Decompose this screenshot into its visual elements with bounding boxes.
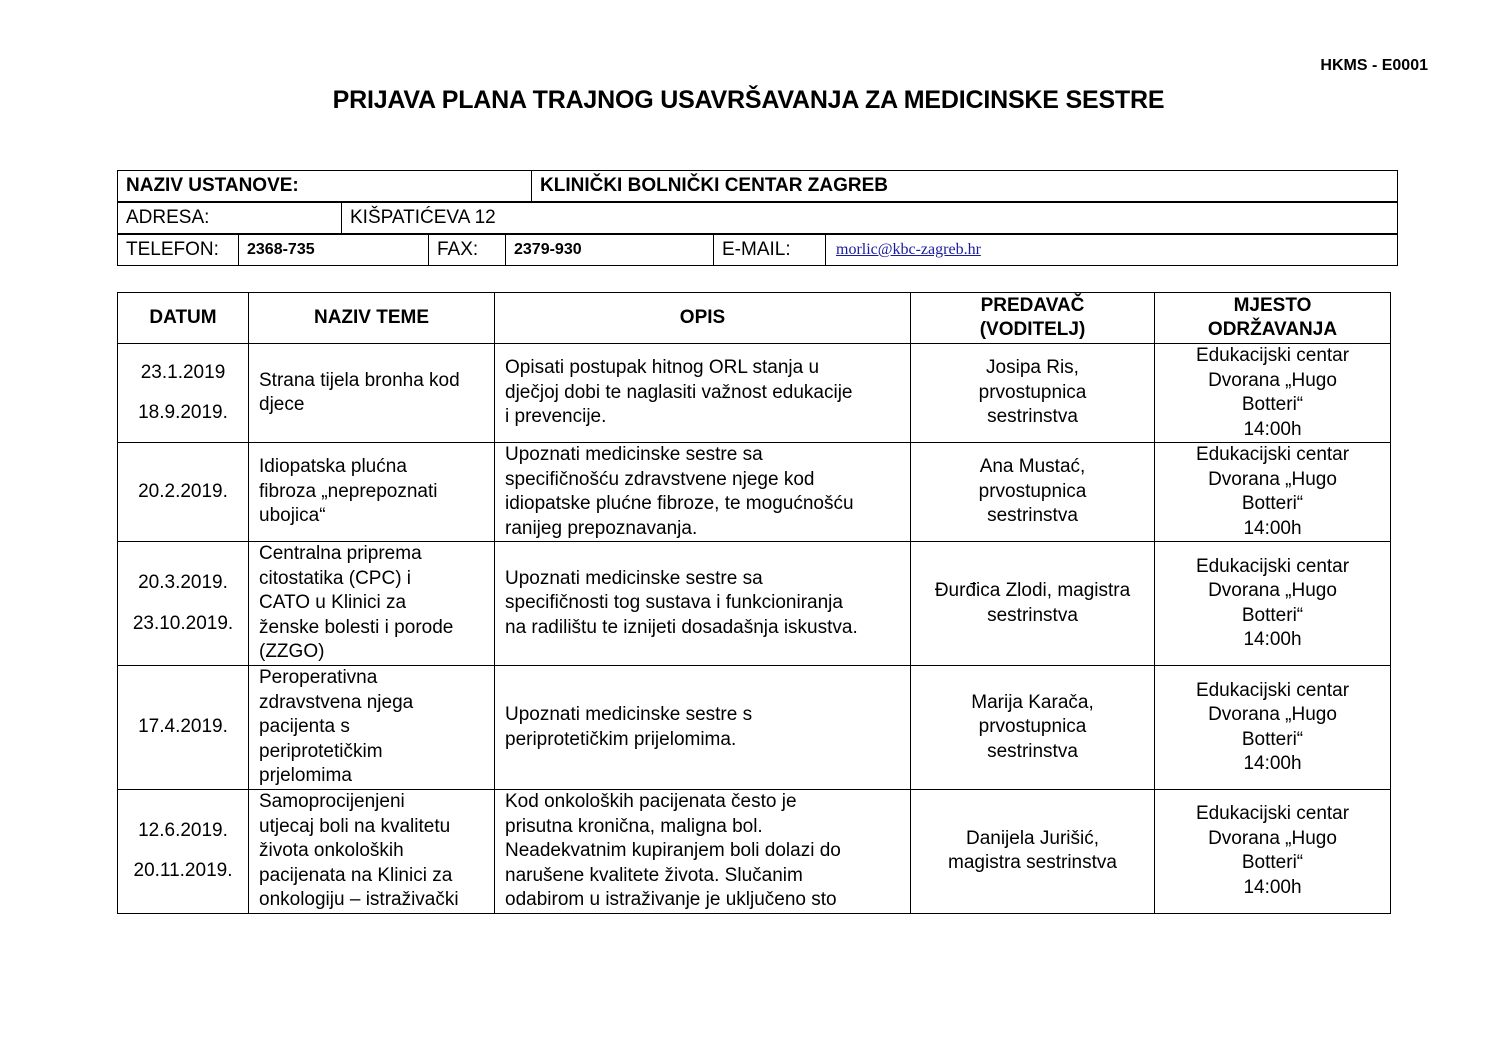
fax-value: 2379-930 bbox=[506, 235, 714, 266]
header-place-line2: ODRŽAVANJA bbox=[1207, 319, 1338, 340]
theme-line: Samoprocijenjeni bbox=[259, 791, 405, 812]
date-cell bbox=[118, 344, 249, 443]
theme-line: pacijenata na Klinici za bbox=[259, 864, 453, 886]
theme-line: zdravstvena njega bbox=[259, 691, 414, 713]
description-line: idiopatske plućne fibroze, te mogućnošću bbox=[505, 493, 854, 514]
place-cell bbox=[1155, 344, 1391, 443]
header-lecturer bbox=[911, 293, 1155, 344]
table-row bbox=[118, 666, 1391, 790]
description-line: periprotetičkim prijelomima. bbox=[505, 728, 737, 750]
theme-cell bbox=[249, 790, 495, 914]
place-line: Botteri“ bbox=[1241, 852, 1304, 874]
header-place bbox=[1155, 293, 1391, 344]
place-line: Dvorana „Hugo bbox=[1208, 468, 1337, 490]
theme-cell bbox=[249, 666, 495, 790]
lecturer-cell bbox=[911, 542, 1155, 666]
header-desc: OPIS bbox=[495, 293, 911, 344]
lecturer-line: sestrinstva bbox=[987, 604, 1078, 626]
place-line: 14:00h bbox=[1243, 753, 1302, 774]
table-row bbox=[118, 790, 1391, 914]
place-line: 14:00h bbox=[1243, 876, 1302, 898]
description-line: Kod onkoloških pacijenata često je bbox=[505, 791, 797, 812]
theme-line: periprotetičkim bbox=[259, 740, 383, 762]
place-line: Edukacijski centar bbox=[1195, 803, 1350, 825]
theme-line: Idiopatska plućna bbox=[259, 456, 407, 478]
description-line: i prevencije. bbox=[505, 406, 607, 428]
place-line: Dvorana „Hugo bbox=[1208, 580, 1337, 601]
lecturer-cell bbox=[911, 790, 1155, 914]
lecturer-line: prvostupnica bbox=[978, 480, 1087, 502]
address-label: ADRESA: bbox=[118, 203, 342, 234]
address-table bbox=[117, 202, 1398, 234]
header-theme: NAZIV TEME bbox=[249, 293, 495, 344]
phone-label: TELEFON: bbox=[118, 235, 239, 266]
theme-line: onkologiju – istraživački bbox=[259, 889, 459, 910]
date-primary: 12.6.2019. bbox=[138, 819, 228, 841]
theme-line: pacijenta s bbox=[259, 716, 350, 738]
phone-value: 2368-735 bbox=[239, 235, 429, 266]
place-cell bbox=[1155, 666, 1391, 790]
table-row bbox=[118, 344, 1391, 443]
place-line: Edukacijski centar bbox=[1195, 444, 1350, 465]
place-line: 14:00h bbox=[1243, 517, 1302, 539]
date-cell bbox=[118, 790, 249, 914]
email-label: E-MAIL: bbox=[714, 235, 826, 266]
place-line: 14:00h bbox=[1243, 629, 1302, 650]
lecturer-cell bbox=[911, 443, 1155, 542]
place-line: Dvorana „Hugo bbox=[1208, 827, 1337, 849]
document-code: HKMS - E0001 bbox=[1320, 57, 1428, 74]
description-cell bbox=[495, 666, 911, 790]
contact-table bbox=[117, 234, 1398, 266]
lecturer-line: sestrinstva bbox=[987, 406, 1078, 428]
header-lecturer-line1: PREDAVAČ bbox=[980, 295, 1085, 316]
date-secondary: 20.11.2019. bbox=[133, 860, 233, 882]
date-cell bbox=[118, 666, 249, 790]
place-cell bbox=[1155, 443, 1391, 542]
description-line: dječjoj dobi te naglasiti važnost edukacije bbox=[505, 381, 853, 403]
date-cell bbox=[118, 443, 249, 542]
table-row bbox=[118, 542, 1391, 666]
institution-label: NAZIV USTANOVE: bbox=[118, 171, 532, 202]
theme-line: utjecaj boli na kvalitetu bbox=[259, 815, 451, 837]
description-line: prisutna kronična, maligna bol. bbox=[505, 815, 763, 837]
theme-line: Centralna priprema bbox=[259, 543, 422, 565]
theme-line: ženske bolesti i porode bbox=[259, 616, 454, 638]
theme-line: djece bbox=[259, 394, 305, 415]
description-line: ranijeg prepoznavanja. bbox=[505, 517, 698, 539]
date-primary: 23.1.2019 bbox=[140, 361, 226, 383]
date-secondary: 18.9.2019. bbox=[138, 402, 228, 423]
place-line: Edukacijski centar bbox=[1195, 555, 1350, 577]
lecturer-line: Danijela Jurišić, bbox=[965, 827, 1100, 849]
date-primary: 20.3.2019. bbox=[138, 572, 228, 593]
place-line: Botteri“ bbox=[1241, 394, 1304, 415]
header-date: DATUM bbox=[118, 293, 249, 344]
theme-cell bbox=[249, 344, 495, 443]
place-line: 14:00h bbox=[1243, 418, 1302, 440]
lecturer-line: Ana Mustać, bbox=[979, 456, 1086, 478]
institution-value: KLINIČKI BOLNIČKI CENTAR ZAGREB bbox=[532, 171, 1398, 202]
lecturer-line: Marija Karača, bbox=[971, 691, 1094, 713]
place-line: Botteri“ bbox=[1241, 604, 1304, 626]
table-header-row bbox=[118, 293, 1391, 344]
place-line: Edukacijski centar bbox=[1195, 345, 1350, 366]
place-line: Botteri“ bbox=[1241, 728, 1304, 750]
theme-cell bbox=[249, 443, 495, 542]
place-line: Edukacijski centar bbox=[1195, 679, 1350, 701]
training-plan-table bbox=[117, 292, 1391, 914]
fax-label: FAX: bbox=[429, 235, 506, 266]
theme-line: ubojica“ bbox=[259, 505, 326, 527]
email-cell bbox=[826, 235, 1398, 266]
theme-line: prjelomima bbox=[259, 765, 352, 787]
description-line: specifičnošću zdravstvene njege kod bbox=[505, 468, 815, 490]
place-line: Dvorana „Hugo bbox=[1208, 369, 1337, 391]
date-secondary: 23.10.2019. bbox=[132, 612, 234, 634]
lecturer-line: sestrinstva bbox=[987, 740, 1078, 762]
lecturer-line: Josipa Ris, bbox=[986, 357, 1079, 379]
header-lecturer-line2: (VODITELJ) bbox=[979, 319, 1086, 340]
date-primary: 20.2.2019. bbox=[138, 480, 228, 502]
institution-info-table bbox=[117, 170, 1398, 202]
table-row bbox=[118, 443, 1391, 542]
lecturer-line: prvostupnica bbox=[978, 716, 1087, 738]
lecturer-line: prvostupnica bbox=[978, 381, 1087, 403]
theme-line: (ZZGO) bbox=[259, 641, 325, 663]
description-line: Neadekvatnim kupiranjem boli dolazi do bbox=[505, 840, 841, 861]
lecturer-line: sestrinstva bbox=[987, 505, 1078, 527]
theme-line: citostatika (CPC) i bbox=[259, 567, 412, 589]
description-line: Upoznati medicinske sestre sa bbox=[505, 444, 763, 465]
address-value: KIŠPATIĆEVA 12 bbox=[342, 203, 1398, 234]
theme-line: fibroza „neprepoznati bbox=[259, 480, 438, 502]
theme-cell bbox=[249, 542, 495, 666]
lecturer-line: magistra sestrinstva bbox=[948, 852, 1117, 874]
date-primary: 17.4.2019. bbox=[138, 716, 228, 738]
lecturer-cell bbox=[911, 666, 1155, 790]
lecturer-line: Đurđica Zlodi, magistra bbox=[934, 580, 1131, 601]
place-line: Botteri“ bbox=[1241, 493, 1304, 514]
header-place-line1: MJESTO bbox=[1233, 295, 1312, 316]
email-link[interactable]: morlic@kbc-zagreb.hr bbox=[836, 241, 981, 258]
description-line: odabirom u istraživanje je uključeno sto bbox=[505, 889, 837, 910]
document-title: PRIJAVA PLANA TRAJNOG USAVRŠAVANJA ZA MEDICINSKE SESTRE bbox=[332, 86, 1165, 114]
lecturer-cell bbox=[911, 344, 1155, 443]
description-cell bbox=[495, 344, 911, 443]
place-cell bbox=[1155, 790, 1391, 914]
place-cell bbox=[1155, 542, 1391, 666]
description-line: Upoznati medicinske sestre sa bbox=[505, 567, 763, 589]
description-line: Upoznati medicinske sestre s bbox=[505, 704, 753, 725]
theme-line: života onkoloških bbox=[259, 840, 404, 861]
description-cell bbox=[495, 443, 911, 542]
theme-line: Strana tijela bronha kod bbox=[259, 369, 460, 391]
description-line: na radilištu te iznijeti dosadašnja iskustva. bbox=[505, 616, 858, 638]
theme-line: CATO u Klinici za bbox=[259, 592, 407, 614]
description-line: specifičnosti tog sustava i funkcioniranja bbox=[505, 592, 843, 614]
description-cell bbox=[495, 790, 911, 914]
description-line: narušene kvalitete života. Slučanim bbox=[505, 864, 803, 886]
theme-line: Peroperativna bbox=[259, 667, 378, 689]
date-cell bbox=[118, 542, 249, 666]
description-cell bbox=[495, 542, 911, 666]
description-line: Opisati postupak hitnog ORL stanja u bbox=[505, 357, 820, 379]
table-body bbox=[118, 344, 1391, 914]
place-line: Dvorana „Hugo bbox=[1208, 704, 1337, 725]
